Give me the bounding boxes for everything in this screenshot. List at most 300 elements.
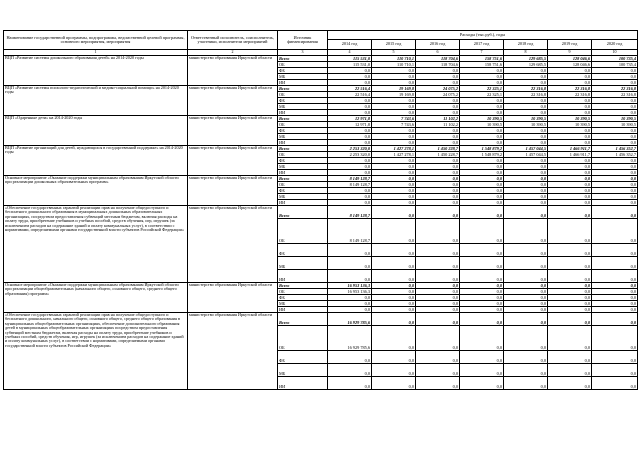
expense-value: 0,0 bbox=[504, 194, 548, 200]
expense-value: 0,0 bbox=[372, 283, 416, 289]
expense-value: 0,0 bbox=[460, 140, 504, 146]
expense-value: 0,0 bbox=[372, 377, 416, 390]
expense-value: 0,0 bbox=[416, 182, 460, 188]
expense-value: 0,0 bbox=[328, 170, 372, 176]
expense-value: 0,0 bbox=[372, 170, 416, 176]
program-name: ВЦП «Развитие организаций для детей, нуждающихся в государственной поддержке» на 2014-2020 годы bbox=[4, 146, 188, 176]
expense-value: 22 316,8 bbox=[592, 86, 638, 92]
expense-value: 0,0 bbox=[592, 313, 638, 326]
expense-value: 0,0 bbox=[328, 80, 372, 86]
expense-value: 1 427 278,1 bbox=[372, 152, 416, 158]
funding-source: ИИ bbox=[278, 377, 328, 390]
expense-value: 0,0 bbox=[372, 194, 416, 200]
expense-value: 0,0 bbox=[372, 206, 416, 219]
expense-value: 0,0 bbox=[504, 200, 548, 206]
expense-value: 0,0 bbox=[372, 351, 416, 364]
expense-value: 0,0 bbox=[328, 377, 372, 390]
expense-value: 0,0 bbox=[460, 244, 504, 257]
expense-value: 0,0 bbox=[416, 270, 460, 283]
expense-value: 0,0 bbox=[372, 176, 416, 182]
expense-value: 1 456 352,7 bbox=[592, 146, 638, 152]
expense-value: 0,0 bbox=[372, 134, 416, 140]
expense-value: 0,0 bbox=[548, 128, 592, 134]
expense-value: 0,0 bbox=[548, 244, 592, 257]
expense-value: 0,0 bbox=[592, 244, 638, 257]
program-name: ВЦП «Одаренные дети» на 2014-2020 годы bbox=[4, 116, 188, 146]
expense-value: 0,0 bbox=[592, 164, 638, 170]
expense-value: 0,0 bbox=[548, 158, 592, 164]
expense-value: 0,0 bbox=[460, 164, 504, 170]
expense-value: 22 516,4 bbox=[328, 86, 372, 92]
expense-value: 0,0 bbox=[328, 301, 372, 307]
funding-source: ОБ bbox=[278, 92, 328, 98]
funding-source: МБ bbox=[278, 164, 328, 170]
expense-value: 0,0 bbox=[460, 295, 504, 301]
expense-value: 0,0 bbox=[504, 219, 548, 244]
expense-value: 0,0 bbox=[372, 104, 416, 110]
expense-value: 0,0 bbox=[328, 158, 372, 164]
expense-value: 0,0 bbox=[548, 200, 592, 206]
expense-value: 0,0 bbox=[504, 351, 548, 364]
expense-value: 0,0 bbox=[592, 326, 638, 351]
expense-value: 0,0 bbox=[460, 257, 504, 270]
expense-value: 0,0 bbox=[548, 194, 592, 200]
program-executor: министерство образования Иркутской области bbox=[188, 283, 278, 313]
expense-value: 0,0 bbox=[328, 270, 372, 283]
expense-value: 0,0 bbox=[592, 110, 638, 116]
expense-value: 1 457 044,5 bbox=[504, 152, 548, 158]
expense-value: 10 390,5 bbox=[548, 122, 592, 128]
funding-source: ФБ bbox=[278, 295, 328, 301]
funding-source: МБ bbox=[278, 74, 328, 80]
program-executor: министерство образования Иркутской области bbox=[188, 116, 278, 146]
funding-source: ОБ bbox=[278, 326, 328, 351]
expense-value: 0,0 bbox=[416, 301, 460, 307]
expense-value: 0,0 bbox=[592, 170, 638, 176]
expense-value: 0,0 bbox=[548, 134, 592, 140]
header-year: 2018 год bbox=[504, 40, 548, 50]
expense-value: 0,0 bbox=[548, 377, 592, 390]
expense-value: 0,0 bbox=[592, 200, 638, 206]
expense-value: 0,0 bbox=[592, 182, 638, 188]
header-year: 2019 год bbox=[548, 40, 592, 50]
expense-value: 0,0 bbox=[460, 188, 504, 194]
expense-value: 0,0 bbox=[372, 295, 416, 301]
header-executor: Ответственный исполнитель, соисполнитель, участники, исполнители мероприятий bbox=[188, 31, 278, 50]
expense-value: 0,0 bbox=[460, 377, 504, 390]
expense-value: 0,0 bbox=[328, 364, 372, 377]
budget-table bbox=[3, 30, 638, 390]
expense-value: 0,0 bbox=[592, 194, 638, 200]
header-source: Источник финансирования bbox=[278, 31, 328, 50]
expense-value: 0,0 bbox=[548, 170, 592, 176]
expense-value: 0,0 bbox=[416, 377, 460, 390]
expense-value: 0,0 bbox=[416, 140, 460, 146]
expense-value: 0,0 bbox=[592, 104, 638, 110]
expense-value: 0,0 bbox=[372, 219, 416, 244]
expense-value: 0,0 bbox=[592, 295, 638, 301]
expense-value: 0,0 bbox=[372, 74, 416, 80]
expense-value: 0,0 bbox=[328, 128, 372, 134]
expense-value: 0,0 bbox=[460, 158, 504, 164]
expense-value: 0,0 bbox=[416, 283, 460, 289]
column-number: 9 bbox=[548, 50, 592, 56]
funding-source: ФБ bbox=[278, 244, 328, 257]
expense-value: 0,0 bbox=[416, 313, 460, 326]
program-name: Основное мероприятие «Оказание поддержки муниципальным образованиям Иркутской области при реализации дошкольных образовательных программ» bbox=[4, 176, 188, 206]
expense-value: 128 046,6 bbox=[548, 62, 592, 68]
funding-source: ФБ bbox=[278, 98, 328, 104]
expense-value: 0,0 bbox=[548, 74, 592, 80]
expense-value: 0,0 bbox=[592, 140, 638, 146]
expense-value: 0,0 bbox=[460, 176, 504, 182]
expense-value: 0,0 bbox=[460, 182, 504, 188]
expense-value: 0,0 bbox=[504, 326, 548, 351]
expense-value: 0,0 bbox=[328, 194, 372, 200]
expense-value: 0,0 bbox=[328, 188, 372, 194]
expense-value: 0,0 bbox=[592, 377, 638, 390]
expense-value: 19 169,8 bbox=[372, 86, 416, 92]
expense-value: 0,0 bbox=[460, 307, 504, 313]
expense-value: 0,0 bbox=[460, 313, 504, 326]
expense-value: 0,0 bbox=[416, 80, 460, 86]
expense-value: 0,0 bbox=[416, 74, 460, 80]
expense-value: 0,0 bbox=[504, 206, 548, 219]
expense-value: 0,0 bbox=[460, 80, 504, 86]
expense-value: 0,0 bbox=[372, 188, 416, 194]
expense-value: 8 149 128,7 bbox=[328, 176, 372, 182]
expense-value: 24 075,2 bbox=[416, 92, 460, 98]
column-number: 4 bbox=[328, 50, 372, 56]
expense-value: 0,0 bbox=[504, 289, 548, 295]
expense-value: 118 704,6 bbox=[416, 62, 460, 68]
expense-value: 22 316,8 bbox=[548, 86, 592, 92]
expense-value: 0,0 bbox=[548, 188, 592, 194]
expense-value: 0,0 bbox=[504, 364, 548, 377]
header-year: 2016 год bbox=[416, 40, 460, 50]
funding-source: ИИ bbox=[278, 200, 328, 206]
expense-value: 0,0 bbox=[416, 164, 460, 170]
expense-value: 0,0 bbox=[548, 289, 592, 295]
funding-source: ОБ bbox=[278, 152, 328, 158]
expense-value: 0,0 bbox=[548, 364, 592, 377]
expense-value: 22 316,8 bbox=[504, 92, 548, 98]
expense-value: 0,0 bbox=[592, 289, 638, 295]
funding-source: ИИ bbox=[278, 140, 328, 146]
expense-value: 0,0 bbox=[328, 68, 372, 74]
expense-value: 0,0 bbox=[548, 68, 592, 74]
expense-value: 0,0 bbox=[372, 200, 416, 206]
expense-value: 0,0 bbox=[460, 301, 504, 307]
expense-value: 0,0 bbox=[592, 68, 638, 74]
column-number: 7 bbox=[460, 50, 504, 56]
header-expenses: Расходы (тыс.руб.), годы bbox=[328, 31, 638, 40]
expense-value: 0,0 bbox=[548, 140, 592, 146]
expense-value: 0,0 bbox=[504, 257, 548, 270]
expense-value: 0,0 bbox=[592, 158, 638, 164]
funding-source: ОБ bbox=[278, 289, 328, 295]
expense-value: 100 735,4 bbox=[592, 56, 638, 62]
expense-value: 0,0 bbox=[328, 110, 372, 116]
expense-value: 1 450 228,7 bbox=[416, 146, 460, 152]
expense-value: 10 390,5 bbox=[460, 122, 504, 128]
column-number: 6 bbox=[416, 50, 460, 56]
expense-value: 0,0 bbox=[416, 158, 460, 164]
expense-value: 0,0 bbox=[416, 194, 460, 200]
funding-source: ОБ bbox=[278, 122, 328, 128]
expense-value: 2 253 320,0 bbox=[328, 146, 372, 152]
expense-value: 0,0 bbox=[372, 313, 416, 326]
funding-source: Всего bbox=[278, 313, 328, 326]
expense-value: 0,0 bbox=[504, 158, 548, 164]
expense-value: 0,0 bbox=[548, 307, 592, 313]
expense-value: 0,0 bbox=[416, 351, 460, 364]
expense-value: 0,0 bbox=[372, 364, 416, 377]
expense-value: 0,0 bbox=[504, 270, 548, 283]
column-number: 10 bbox=[592, 50, 638, 56]
expense-value: 0,0 bbox=[548, 98, 592, 104]
expense-value: 0,0 bbox=[460, 104, 504, 110]
expense-value: 22 316,8 bbox=[592, 92, 638, 98]
expense-value: 16 929 785,6 bbox=[328, 326, 372, 351]
expense-value: 0,0 bbox=[328, 140, 372, 146]
funding-source: ИИ bbox=[278, 110, 328, 116]
funding-source: Всего bbox=[278, 146, 328, 152]
expense-value: 16 953 136,3 bbox=[328, 283, 372, 289]
expense-value: 0,0 bbox=[548, 110, 592, 116]
expense-value: 0,0 bbox=[460, 364, 504, 377]
expense-value: 8 149 128,7 bbox=[328, 206, 372, 219]
expense-value: 0,0 bbox=[416, 219, 460, 244]
expense-value: 0,0 bbox=[372, 301, 416, 307]
expense-value: 0,0 bbox=[592, 188, 638, 194]
funding-source: ОБ bbox=[278, 62, 328, 68]
expense-value: 0,0 bbox=[504, 182, 548, 188]
expense-value: 0,0 bbox=[504, 74, 548, 80]
funding-source: ФБ bbox=[278, 68, 328, 74]
expense-value: 7 743,6 bbox=[372, 116, 416, 122]
expense-value: 0,0 bbox=[372, 289, 416, 295]
header-name: Наименование государственной программы, подпрограммы, ведомственной целевой программы, основного мероприятия, мероприятия bbox=[4, 31, 188, 50]
funding-source: Всего bbox=[278, 283, 328, 289]
expense-value: 10 390,5 bbox=[592, 116, 638, 122]
expense-value: 0,0 bbox=[504, 176, 548, 182]
funding-source: МБ bbox=[278, 364, 328, 377]
expense-value: 118 704,6 bbox=[416, 56, 460, 62]
funding-source: МБ bbox=[278, 134, 328, 140]
funding-source: Всего bbox=[278, 206, 328, 219]
expense-value: 10 390,5 bbox=[504, 116, 548, 122]
expense-value: 1 457 044,5 bbox=[504, 146, 548, 152]
header-year: 2015 год bbox=[372, 40, 416, 50]
expense-value: 129 685,5 bbox=[504, 56, 548, 62]
expense-value: 12 971,8 bbox=[328, 116, 372, 122]
expense-value: 22 325,1 bbox=[460, 92, 504, 98]
column-number: 5 bbox=[372, 50, 416, 56]
expense-value: 0,0 bbox=[416, 68, 460, 74]
program-executor: министерство образования Иркутской области bbox=[188, 176, 278, 206]
expense-value: 0,0 bbox=[592, 364, 638, 377]
funding-source: Всего bbox=[278, 56, 328, 62]
expense-value: 16 953 136,3 bbox=[328, 289, 372, 295]
column-number: 8 bbox=[504, 50, 548, 56]
expense-value: 0,0 bbox=[372, 257, 416, 270]
header-year: 2020 год bbox=[592, 40, 638, 50]
program-name: ВЦП «Развитие системы психолого-педагогической и медико-социальной помощи» на 2014-2020 годы bbox=[4, 86, 188, 116]
expense-value: 0,0 bbox=[328, 307, 372, 313]
expense-value: 0,0 bbox=[460, 351, 504, 364]
expense-value: 0,0 bbox=[416, 244, 460, 257]
expense-value: 115 531,0 bbox=[328, 56, 372, 62]
expense-value: 0,0 bbox=[416, 134, 460, 140]
expense-value: 0,0 bbox=[328, 351, 372, 364]
expense-value: 128 046,6 bbox=[548, 56, 592, 62]
expense-value: 0,0 bbox=[372, 140, 416, 146]
expense-value: 0,0 bbox=[372, 182, 416, 188]
expense-value: 0,0 bbox=[416, 170, 460, 176]
expense-value: 0,0 bbox=[592, 307, 638, 313]
expense-value: 1 456 352,7 bbox=[592, 152, 638, 158]
expense-value: 0,0 bbox=[372, 110, 416, 116]
expense-value: 22 516,4 bbox=[328, 92, 372, 98]
expense-value: 0,0 bbox=[372, 68, 416, 74]
expense-value: 0,0 bbox=[372, 158, 416, 164]
program-executor: министерство образования Иркутской области bbox=[188, 86, 278, 116]
expense-value: 11 102,2 bbox=[416, 122, 460, 128]
program-name: Основное мероприятие «Оказание поддержки муниципальным образованиям Иркутской области при реализации общеобразовательных (начального общего, основного общего, среднего общего образования) программ» bbox=[4, 283, 188, 313]
expense-value: 0,0 bbox=[460, 110, 504, 116]
expense-value: 0,0 bbox=[328, 134, 372, 140]
funding-source: МБ bbox=[278, 301, 328, 307]
expense-value: 0,0 bbox=[548, 104, 592, 110]
program-name: «Обеспечение государственных гарантий реализации прав на получение общедоступного и бесплатного дошкольного образования в муниципальных дошкольных образовательных организациях, посредством предоставления субвенций местным бюджетам, включая расходы на оплату труда, приобретение учебников и учебных пособий, средств обучения, игр, игрушек (за исключением расходов на содержание зданий и оплату коммунальных услуг), в соответствии с нормативами, определяемыми органами государственной власти субъектов Российской Федерации» bbox=[4, 206, 188, 283]
expense-value: 0,0 bbox=[504, 68, 548, 74]
expense-value: 0,0 bbox=[548, 295, 592, 301]
expense-value: 0,0 bbox=[548, 257, 592, 270]
expense-value: 0,0 bbox=[504, 140, 548, 146]
expense-value: 0,0 bbox=[416, 257, 460, 270]
funding-source: Всего bbox=[278, 116, 328, 122]
expense-value: 0,0 bbox=[504, 244, 548, 257]
expense-value: 0,0 bbox=[548, 301, 592, 307]
funding-source: ФБ bbox=[278, 188, 328, 194]
expense-value: 0,0 bbox=[548, 164, 592, 170]
expense-value: 22 325,1 bbox=[460, 86, 504, 92]
expense-value: 0,0 bbox=[372, 307, 416, 313]
expense-value: 0,0 bbox=[592, 128, 638, 134]
header-year: 2017 год bbox=[460, 40, 504, 50]
budget-document bbox=[3, 30, 637, 390]
expense-value: 0,0 bbox=[372, 128, 416, 134]
expense-value: 0,0 bbox=[548, 176, 592, 182]
program-executor: министерство образования Иркутской области bbox=[188, 313, 278, 390]
expense-value: 0,0 bbox=[504, 307, 548, 313]
expense-value: 0,0 bbox=[372, 326, 416, 351]
expense-value: 0,0 bbox=[548, 351, 592, 364]
expense-value: 1 548 879,2 bbox=[460, 146, 504, 152]
funding-source: ОБ bbox=[278, 182, 328, 188]
expense-value: 0,0 bbox=[504, 134, 548, 140]
expense-value: 1 548 879,2 bbox=[460, 152, 504, 158]
expense-value: 0,0 bbox=[592, 283, 638, 289]
expense-value: 7 743,6 bbox=[372, 122, 416, 128]
expense-value: 24 075,2 bbox=[416, 86, 460, 92]
expense-value: 158 751,6 bbox=[460, 62, 504, 68]
expense-value: 110 710,1 bbox=[372, 56, 416, 62]
expense-value: 0,0 bbox=[328, 257, 372, 270]
expense-value: 10 390,5 bbox=[592, 122, 638, 128]
expense-value: 1 427 278,1 bbox=[372, 146, 416, 152]
program-executor: министерство образования Иркутской области bbox=[188, 56, 278, 86]
funding-source: МБ bbox=[278, 104, 328, 110]
funding-source: ИИ bbox=[278, 80, 328, 86]
expense-value: 11 102,2 bbox=[416, 116, 460, 122]
column-number: 3 bbox=[278, 50, 328, 56]
expense-value: 0,0 bbox=[548, 182, 592, 188]
expense-value: 0,0 bbox=[460, 206, 504, 219]
expense-value: 0,0 bbox=[372, 270, 416, 283]
expense-value: 1 450 228,7 bbox=[416, 152, 460, 158]
expense-value: 0,0 bbox=[592, 206, 638, 219]
expense-value: 10 390,5 bbox=[460, 116, 504, 122]
expense-value: 0,0 bbox=[504, 313, 548, 326]
expense-value: 0,0 bbox=[592, 134, 638, 140]
expense-value: 0,0 bbox=[460, 68, 504, 74]
funding-source: ИИ bbox=[278, 307, 328, 313]
expense-value: 0,0 bbox=[592, 98, 638, 104]
column-number: 1 bbox=[4, 50, 188, 56]
expense-value: 0,0 bbox=[328, 98, 372, 104]
table-body bbox=[4, 56, 638, 390]
funding-source: ФБ bbox=[278, 128, 328, 134]
expense-value: 0,0 bbox=[592, 219, 638, 244]
expense-value: 0,0 bbox=[372, 80, 416, 86]
expense-value: 1 466 911,7 bbox=[548, 146, 592, 152]
funding-source: ФБ bbox=[278, 158, 328, 164]
expense-value: 0,0 bbox=[592, 351, 638, 364]
expense-value: 0,0 bbox=[416, 188, 460, 194]
expense-value: 22 316,8 bbox=[548, 92, 592, 98]
expense-value: 8 149 128,7 bbox=[328, 219, 372, 244]
expense-value: 0,0 bbox=[460, 200, 504, 206]
expense-value: 0,0 bbox=[548, 270, 592, 283]
expense-value: 0,0 bbox=[460, 128, 504, 134]
expense-value: 0,0 bbox=[416, 110, 460, 116]
funding-source: ФБ bbox=[278, 351, 328, 364]
expense-value: 0,0 bbox=[548, 313, 592, 326]
expense-value: 1 466 911,7 bbox=[548, 152, 592, 158]
expense-value: 0,0 bbox=[592, 270, 638, 283]
expense-value: 0,0 bbox=[504, 104, 548, 110]
header-year: 2014 год bbox=[328, 40, 372, 50]
expense-value: 129 685,5 bbox=[504, 62, 548, 68]
expense-value: 0,0 bbox=[592, 257, 638, 270]
expense-value: 0,0 bbox=[504, 128, 548, 134]
expense-value: 10 390,5 bbox=[504, 122, 548, 128]
expense-value: 0,0 bbox=[548, 219, 592, 244]
expense-value: 0,0 bbox=[328, 74, 372, 80]
expense-value: 2 253 320,0 bbox=[328, 152, 372, 158]
table-row bbox=[4, 206, 638, 219]
expense-value: 0,0 bbox=[592, 301, 638, 307]
expense-value: 0,0 bbox=[416, 176, 460, 182]
funding-source: Всего bbox=[278, 176, 328, 182]
expense-value: 115 531,0 bbox=[328, 62, 372, 68]
program-name: ВЦП «Развитие системы дошкольного образования детей» на 2014-2020 годы bbox=[4, 56, 188, 86]
expense-value: 0,0 bbox=[416, 289, 460, 295]
expense-value: 0,0 bbox=[416, 98, 460, 104]
expense-value: 0,0 bbox=[548, 80, 592, 86]
